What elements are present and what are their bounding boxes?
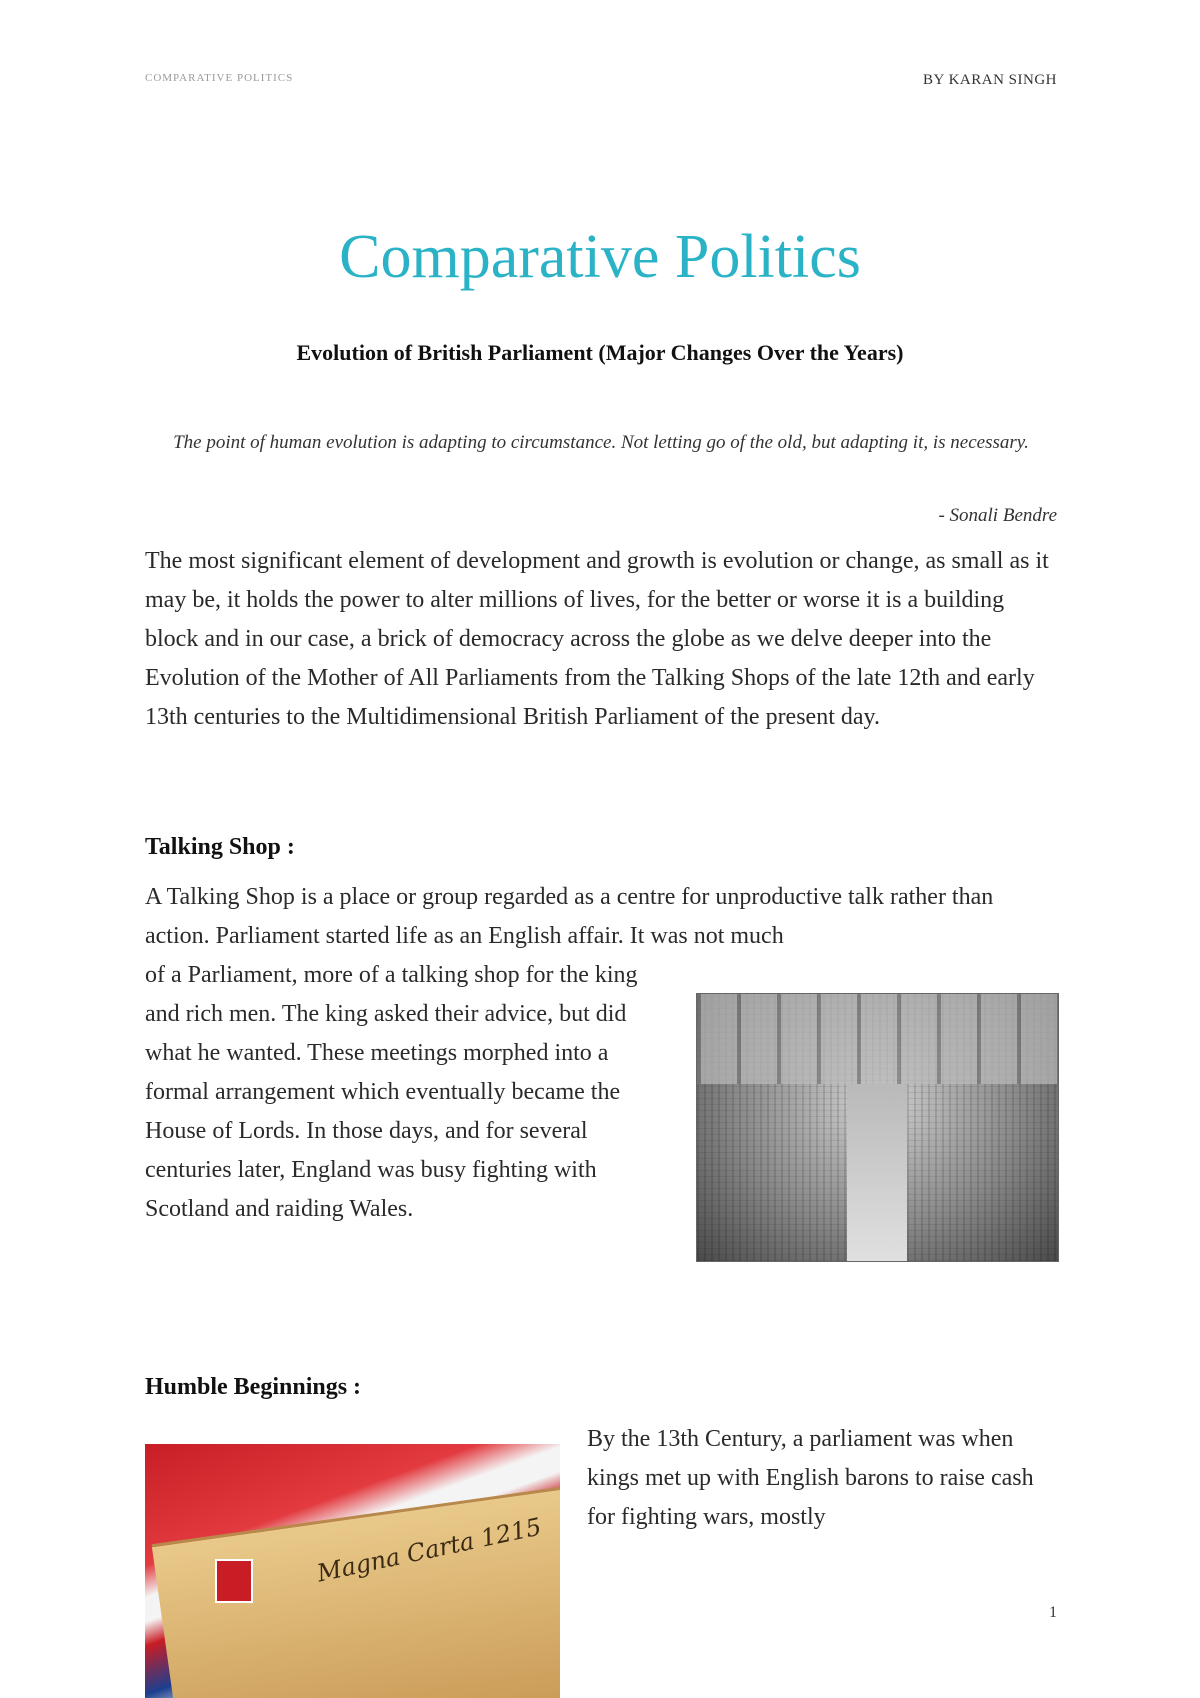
parliament-engraving-image	[696, 993, 1059, 1262]
seal-icon	[215, 1559, 253, 1603]
intro-paragraph: The most significant element of development and growth is evolution or change, as small as it may be, it holds the power to alter millions of lives, for the better or worse it is a building block and in our case, a brick of democracy across the globe as we delve deeper into the Evolution of the Mother of All Parliaments from the Talking Shops of the late 12th and early 13th centuries to the Multidimensional British Parliament of the present day.	[145, 548, 1049, 730]
magna-carta-image	[145, 1444, 560, 1698]
epigraph-author: - Sonali Bendre	[938, 505, 1057, 526]
humble-beginnings-paragraph: By the 13th Century, a parliament was when kings met up with English barons to raise cash for fighting wars, mostly	[587, 1426, 1034, 1530]
epigraph-quote: The point of human evolution is adapting to circumstance. Not letting go of the old, but adapting it, is necessary.	[173, 432, 1029, 453]
magna-carta-caption: Magna Carta 1215	[314, 1512, 544, 1588]
talking-shop-paragraph-lead: A Talking Shop is a place or group regarded as a centre for unproductive talk rather than action. Parliament started life as an English affair. It was not much	[145, 884, 994, 949]
section-heading-humble-beginnings: Humble Beginnings :	[145, 1374, 362, 1400]
talking-shop-paragraph-wrap: of a Parliament, more of a talking shop for the king and rich men. The king asked their advice, but did what he wanted. These meetings morphed into a formal arrangement which eventually became the House of Lords. In those days, and for several centuries later, England was busy fighting with Scotland and raiding Wales.	[145, 962, 638, 1222]
engraving-aisle	[847, 1084, 907, 1261]
parchment	[152, 1486, 560, 1698]
engraving-arches	[697, 994, 1058, 1084]
header-left: COMPARATIVE POLITICS	[145, 72, 294, 84]
header-right: BY KARAN SINGH	[923, 72, 1057, 88]
page-title: Comparative Politics	[339, 223, 861, 291]
page-number: 1	[1049, 1604, 1057, 1621]
page-subtitle: Evolution of British Parliament (Major Changes Over the Years)	[296, 340, 904, 365]
section-heading-talking-shop: Talking Shop :	[145, 834, 295, 860]
